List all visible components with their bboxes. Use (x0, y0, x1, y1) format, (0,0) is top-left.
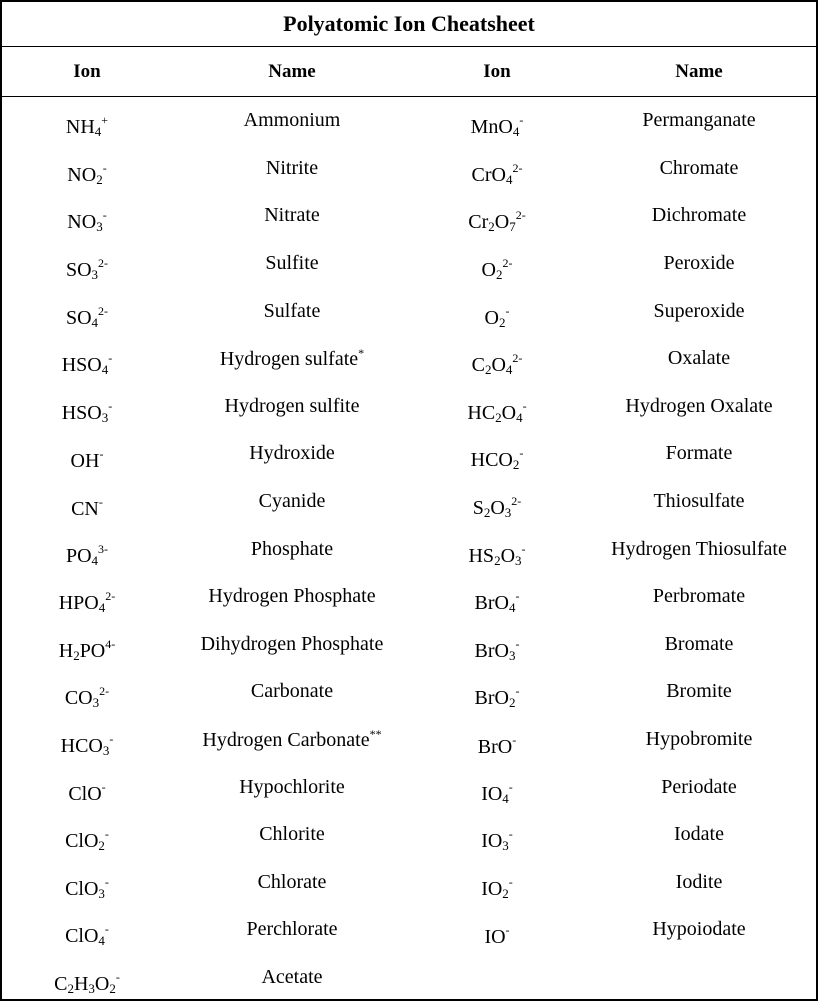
name-cell-right (582, 157, 816, 180)
name-cell-left (172, 633, 412, 656)
table-row (2, 478, 816, 526)
name-cell-left (172, 680, 412, 703)
ion-formula: ClO$_2$- (65, 827, 109, 854)
ion-formula: IO- (484, 922, 510, 948)
table-row (2, 145, 816, 193)
name-cell-right (582, 109, 816, 132)
header-name-right: Name (675, 61, 723, 82)
name-cell-right (582, 776, 816, 799)
table-row (2, 906, 816, 954)
ion-cell-right (412, 345, 582, 378)
table-row (2, 811, 816, 859)
ion-name: Hypobromite (645, 728, 753, 751)
table-header (2, 47, 816, 97)
ion-name: Hydroxide (249, 442, 335, 465)
name-cell-right (582, 442, 816, 465)
name-cell-left (172, 109, 412, 132)
page-title: Polyatomic Ion Cheatsheet (2, 2, 816, 47)
ion-name: Cyanide (258, 490, 326, 513)
ion-formula: $HSO_3^-$ (61, 398, 113, 425)
ion-formula: $H_2PO^{4-}$ (58, 636, 116, 663)
name-cell-left (172, 966, 412, 989)
name-cell-left (172, 300, 412, 323)
ion-cell-left (2, 202, 172, 235)
ion-cell-left (2, 916, 172, 949)
ion-formula: $HC_2O_4^-$ (467, 398, 527, 425)
ion-name: Oxalate (667, 347, 731, 370)
ion-name: Hydrogen sulfate* (219, 346, 365, 371)
ion-name: Hydrogen Carbonate** (202, 727, 382, 752)
ion-name: Sulfite (265, 252, 319, 275)
ion-name: Ammonium (243, 109, 341, 132)
ion-formula: OH- (70, 446, 104, 472)
ion-name: Sulfate (263, 299, 321, 322)
ion-name: Chromate (659, 156, 739, 179)
name-cell-left (172, 204, 412, 227)
table-row (2, 525, 816, 573)
ion-formula: $Cr_2O_7^{2-}$ (468, 208, 526, 235)
ion-name: Nitrite (265, 156, 319, 179)
ion-formula: $SO_3^{2-}$ (65, 256, 109, 283)
name-cell-left (172, 823, 412, 846)
ion-formula: $PO_4^{3-}$ (65, 541, 109, 568)
ion-name: Carbonate (250, 680, 334, 703)
name-cell-right (582, 633, 816, 656)
table-row (2, 192, 816, 240)
header-ion-left: Ion (73, 61, 101, 82)
ion-cell-right (412, 488, 582, 521)
ion-formula: BrO$_2$- (474, 684, 520, 711)
ion-cell-left (2, 678, 172, 711)
table-row (2, 573, 816, 621)
ion-cell-left (2, 964, 172, 996)
ion-cell-right (412, 536, 582, 568)
ion-formula: CrO$_4^{2-}$ (471, 160, 523, 187)
ion-cell-left (2, 536, 172, 568)
ion-name: Hydrogen Phosphate (208, 585, 376, 608)
ion-formula: $HPO_4^{2-}$ (58, 589, 116, 616)
ion-cell-left (2, 250, 172, 283)
ion-cell-right (412, 583, 582, 616)
name-cell-left (172, 727, 412, 752)
ion-name: Nitrate (264, 204, 320, 227)
ion-formula: $IO_2^-$ (481, 874, 513, 901)
table-row (2, 335, 816, 383)
name-cell-right (582, 395, 816, 418)
ion-name: Hydrogen sulfite (224, 394, 360, 417)
name-cell-left (172, 442, 412, 465)
ion-name: Hypoiodate (652, 918, 746, 941)
ion-name: Iodite (675, 870, 723, 893)
ion-formula: $O_2^{2-}$ (481, 256, 513, 283)
ion-cell-left (2, 107, 172, 140)
ion-cell-left (2, 869, 172, 901)
table-row (2, 383, 816, 431)
table-row (2, 859, 816, 907)
ion-formula: BrO- (477, 732, 517, 758)
ion-name: Chlorate (257, 870, 327, 893)
name-cell-right (582, 300, 816, 323)
ion-cell-right (412, 631, 582, 663)
name-cell-right (582, 490, 816, 513)
ion-formula: BrO$_3$- (474, 636, 520, 663)
name-cell-right (582, 538, 816, 561)
ion-name: Hydrogen Oxalate (625, 394, 773, 417)
ion-name: Perbromate (652, 585, 746, 608)
ion-formula: $HS_2O_3^-$ (468, 541, 526, 568)
name-cell-left (172, 157, 412, 180)
footnote-mark: * (358, 346, 365, 361)
name-cell-right (582, 871, 816, 894)
ion-cell-right (412, 298, 582, 330)
ion-name: Peroxide (663, 252, 735, 275)
name-cell-left (172, 395, 412, 418)
ion-name: Hydrogen Thiosulfate (611, 537, 787, 560)
table-row (2, 621, 816, 669)
ion-name: Bromate (664, 632, 734, 655)
ion-formula: $IO_3^-$ (481, 827, 513, 854)
ion-name: Acetate (261, 965, 323, 988)
ion-name: Formate (665, 442, 733, 465)
ion-cell-left (2, 631, 172, 663)
ion-formula: $NH_4^+$ (65, 113, 109, 140)
ion-cell-left (2, 489, 172, 520)
ion-name: Chlorite (259, 823, 325, 846)
ion-cell-left (2, 583, 172, 616)
ion-formula: $NO_3^-$ (67, 208, 107, 235)
ion-cell-right (412, 440, 582, 473)
name-cell-right (582, 918, 816, 941)
ion-formula: ClO- (68, 780, 106, 806)
ion-name: Permanganate (642, 109, 756, 132)
ion-formula: ClO$_4$- (65, 922, 109, 949)
name-cell-left (172, 538, 412, 561)
ion-name: Iodate (674, 823, 724, 846)
ion-name: Hypochlorite (239, 775, 345, 798)
name-cell-right (582, 680, 816, 703)
ion-cell-right (412, 678, 582, 711)
ion-cell-left (2, 155, 172, 187)
ion-cell-left (2, 298, 172, 330)
ion-formula: $HCO_2^-$ (470, 446, 524, 473)
name-cell-left (172, 585, 412, 608)
ion-cell-right (412, 202, 582, 235)
ion-formula: $C_2O_4^{2-}$ (471, 351, 523, 378)
ion-cell-right (412, 917, 582, 948)
ion-formula: $NO_2^-$ (67, 160, 107, 187)
table-body (2, 97, 816, 1001)
ion-cell-right (412, 155, 582, 187)
ion-name: Bromite (666, 680, 732, 703)
ion-name: Dihydrogen Phosphate (200, 632, 384, 655)
name-cell-right (582, 252, 816, 275)
name-cell-right (582, 347, 816, 370)
ion-cell-left (2, 726, 172, 759)
name-cell-right (582, 204, 816, 227)
ion-name: Perchlorate (246, 918, 338, 941)
name-cell-right (582, 823, 816, 846)
ion-formula: $O_2^-$ (484, 303, 510, 330)
ion-cell-left (2, 821, 172, 854)
name-cell-left (172, 346, 412, 371)
ion-formula: $HCO_3^-$ (60, 732, 114, 759)
header-ion-right: Ion (483, 61, 511, 82)
ion-formula: BrO$_4$- (474, 589, 520, 616)
ion-cell-left (2, 441, 172, 472)
table-row (2, 287, 816, 335)
ion-cell-right (412, 727, 582, 758)
name-cell-left (172, 776, 412, 799)
ion-formula: $IO_4^-$ (481, 779, 513, 806)
ion-name: Phosphate (250, 537, 334, 560)
ion-cell-right (412, 107, 582, 140)
ion-formula: $CO_3^{2-}$ (64, 684, 110, 711)
name-cell-left (172, 490, 412, 513)
ion-cell-left (2, 345, 172, 378)
ion-cell-left (2, 393, 172, 425)
ion-formula: MnO$_4$- (470, 113, 524, 140)
ion-formula: $HSO_4^-$ (61, 351, 113, 378)
table-row (2, 763, 816, 811)
table-row (2, 668, 816, 716)
name-cell-right (582, 585, 816, 608)
ion-formula: $S_2O_3^{2-}$ (472, 494, 522, 521)
footnote-mark: ** (369, 727, 382, 742)
ion-name: Thiosulfate (653, 490, 745, 513)
ion-cell-right (412, 250, 582, 283)
table-row (2, 716, 816, 764)
ion-cell-right (412, 393, 582, 425)
ion-cell-right (412, 869, 582, 901)
ion-formula: $C_2H_3O_2^-$ (54, 969, 120, 996)
ion-cell-left (2, 774, 172, 806)
ion-formula: $SO_4^{2-}$ (65, 303, 109, 330)
name-cell-left (172, 252, 412, 275)
ion-name: Dichromate (651, 204, 747, 227)
name-cell-left (172, 918, 412, 941)
ion-formula: ClO$_3$- (65, 874, 109, 901)
ion-cell-right (412, 774, 582, 806)
table-row (2, 240, 816, 288)
ion-formula: CN- (71, 494, 103, 520)
header-name-left: Name (268, 61, 316, 82)
ion-cell-right (412, 821, 582, 854)
table-row (2, 430, 816, 478)
ion-name: Superoxide (653, 299, 745, 322)
name-cell-right (582, 728, 816, 751)
table-row (2, 954, 816, 1001)
name-cell-left (172, 871, 412, 894)
table-row (2, 97, 816, 145)
ion-name: Periodate (661, 775, 737, 798)
